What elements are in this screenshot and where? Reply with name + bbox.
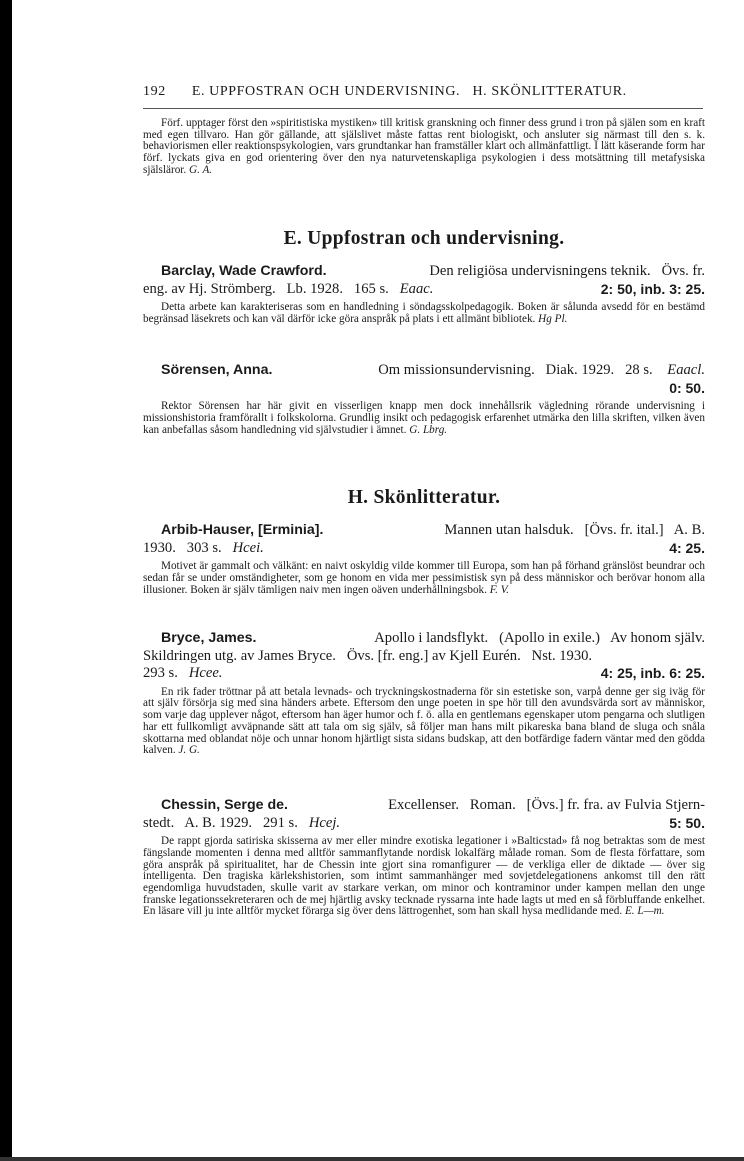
header-rule [143, 108, 703, 109]
entry-publication: Skildringen utg. av James Bryce. Övs. [fr. eng.] av Kjell Eurén. Nst. 1930. [143, 647, 593, 664]
entry-publication: stedt. A. B. 1929. 291 s. [143, 814, 298, 831]
entry-author: Arbib-Hauser, [Erminia]. [161, 522, 324, 538]
entry-author: Sörensen, Anna. [161, 362, 273, 378]
scan-bottom-edge [0, 1157, 744, 1161]
entry-review: De rappt gjorda satiriska skisserna av mer eller mindre exotiska legationer i »Balticstad» få nog betraktas som de mest fängslande momenten i denna med alltför sammanflytande nordisk lokalfärg målade roman. Som de flesta författare, som göra anspråk på spiritualitet, har de Chessin inte gjort sina romanfigurer — de verkliga eller de diktade — över sig intelligenta. Den tragiska kärlekshistorien, som intimt sammanhänger med sovjetdelegationens ankomst till den rätt egendomliga huvudstaden, skulle varit av starkare verkan, om minor och kontraminor under kampen mellan den unge franske legationssekreteraren och de mej hjärtlig avsky tecknade ryssarna inte hade lagts ut med en så förbluffande enkelhet. En läsare vill ju inte alltför mycket förarga sig över dens lättrogenhet, som han skall hysa medlidande med. [143, 835, 705, 918]
review-signature: E. L—m. [624, 905, 665, 918]
entry-publication: 1930. 303 s. [143, 539, 222, 556]
running-header [143, 84, 703, 100]
review-signature: F. V. [489, 583, 509, 596]
entry-code: Hcee. [188, 665, 223, 682]
entry-title: Om missionsundervisning. Diak. 1929. 28 s. [378, 362, 653, 378]
entry-heading [143, 522, 705, 557]
entry-author: Bryce, James. [161, 630, 257, 646]
entry-code: Eaac. [399, 280, 434, 297]
entry-price: 0: 50. [669, 379, 705, 396]
review-signature: Hg Pl. [538, 312, 568, 325]
entry-review: En rik fader tröttnar på att betala levnads- och tryckningskostnaderna för sin estetiske son, varpå denne ger sig iväg för att själv försörja sig med sina händers arbete. Eftersom den unge poeten in spe hör till den avundsvärda sort av människor, som varje dag upplever något, eftersom han äger humor och f. ö. alla en gentlemans egenskaper utom pengarna och slutligen har ett fullkomligt avväpnande sätt att tala om sig själv, så följer man hans milt pikareska bana bland de sluga och snåla skottarna med oblandat nöje och unnar honom hjärtligt sista sidans budskap, att den botfärdige fadern väntar med den gödda kalven. [143, 685, 705, 757]
section-title-h: H. Skönlitteratur. [347, 487, 501, 508]
entry-price: 4: 25, inb. 6: 25. [600, 665, 705, 682]
entry-title: Apollo i landsflykt. (Apollo in exile.) Av honom själv. [374, 630, 705, 646]
entry-author: Barclay, Wade Crawford. [161, 263, 327, 279]
entry-title: Mannen utan halsduk. [Övs. fr. ital.] A. B. [444, 522, 705, 538]
entry-heading [143, 797, 705, 832]
entry-review: Detta arbete kan karakteriseras som en handledning i söndagsskolpedagogik. Boken är sålunda avsedd för en bestämd begränsad läsekrets och kan väl därför icke göra anspråk på plats i ett allmänt bibliotek. [143, 301, 705, 325]
page-number: 192 [143, 84, 166, 99]
entry-publication: eng. av Hj. Strömberg. Lb. 1928. 165 s. [143, 280, 389, 297]
intro-signature: G. A. [188, 163, 213, 176]
entry-code: Hcei. [232, 539, 264, 556]
intro-text: Förf. upptager först den »spiritistiska mystiken» till kritisk granskning och finner dess grund i tron på själen som en kraft med egen tillvaro. Han gör gällande, att själslivet måste fattas rent biologiskt, och ansluter sig närmast till den s. k. behaviorismen eller reaktionspsykologien, vars grundtankar han framställer klart och allmänfattligt. I lätt käserande form har förf. lyckats giva en god orientering över den nya naturvetenskapliga psykologien i dess motsättning till metafysiska själsläror. [143, 117, 705, 176]
entry-arbib-hauser [143, 522, 705, 596]
entry-title: Excellenser. Roman. [Övs.] fr. fra. av Fulvia Stjern- [388, 797, 705, 813]
entry-chessin [143, 797, 705, 918]
entry-pages: 293 s. [143, 665, 178, 682]
entry-code: Eaacl. [667, 362, 705, 378]
entry-heading [143, 362, 705, 397]
entry-title: Den religiösa undervisningens teknik. Övs. fr. [429, 263, 705, 279]
entry-barclay [143, 263, 705, 326]
entry-price: 2: 50, inb. 3: 25. [600, 280, 705, 297]
entry-price: 5: 50. [669, 814, 705, 831]
entry-sorensen [143, 362, 705, 436]
entry-heading [143, 263, 705, 298]
entry-author: Chessin, Serge de. [161, 797, 288, 813]
entry-price: 4: 25. [669, 539, 705, 556]
entry-review: Rektor Sörensen har här givit en visserligen knapp men dock innehållsrik vägledning rörande undervisning i missionshistoria framförallt i folkskolorna. Grundlig insikt och pedagogisk erfarenhet utmärka den lilla skriften, vilken även kan anbefallas såsom handledning vid självstudier i ämnet. [143, 400, 705, 436]
section-title-e: E. Uppfostran och undervisning. [283, 228, 565, 249]
review-signature: J. G. [178, 744, 200, 757]
entry-heading [143, 630, 705, 683]
running-header-title: E. UPPFOSTRAN OCH UNDERVISNING. H. SKÖNLITTERATUR. [191, 84, 627, 99]
entry-review: Motivet är gammalt och välkänt: en naivt oskyldig vilde kommer till Europa, som han på förhand gränslöst beundrar och sedan får se under omständigheter, som ge honom en vida mer pessimistisk syn på dess människor och berövar honom alla illusioner. Boken är själv tämligen naiv men ingen oäven underhållningsbok. [143, 560, 705, 596]
entry-bryce [143, 630, 705, 757]
scan-edge [0, 0, 12, 1161]
entry-code: Hcej. [308, 814, 341, 831]
review-signature: G. Lbrg. [409, 423, 448, 436]
intro-paragraph [143, 118, 705, 177]
